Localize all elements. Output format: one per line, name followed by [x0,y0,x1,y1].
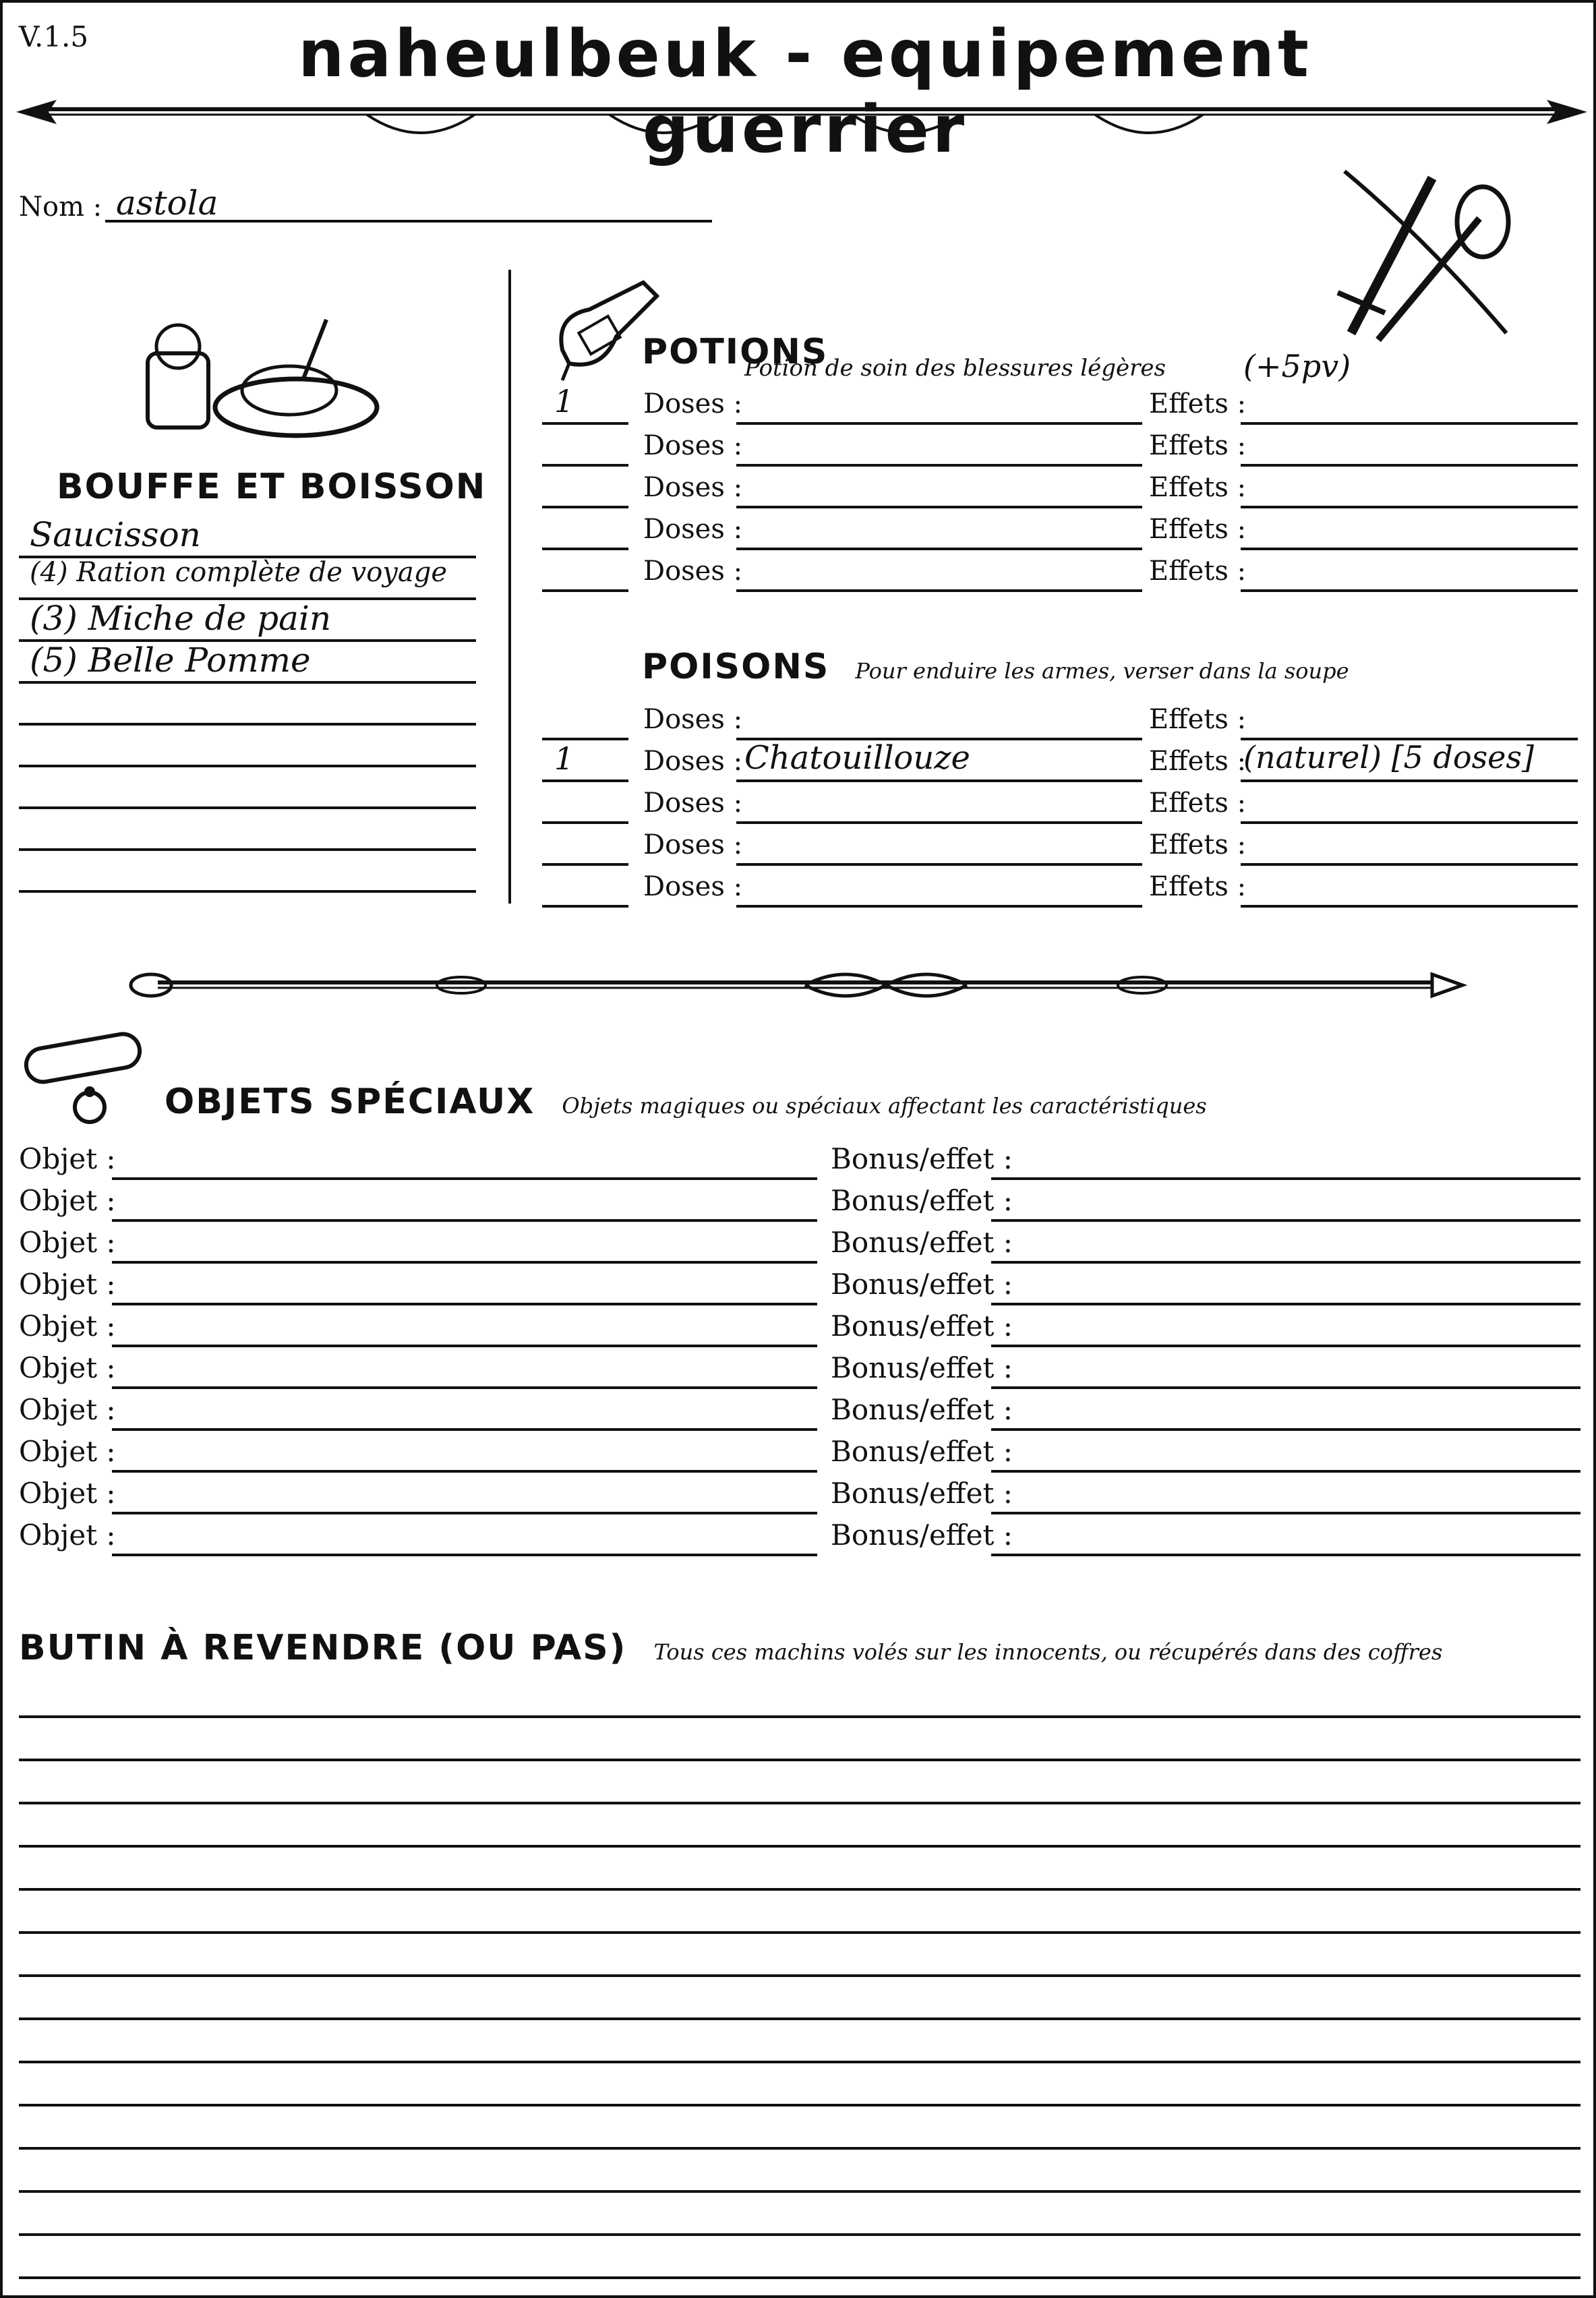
objet-field-line[interactable] [112,1345,817,1347]
doses-field-line [736,821,1142,824]
objet-label: Objet : [19,1351,116,1384]
page-title: naheulbeuk - equipement guerrier [298,16,1312,167]
loot-line[interactable] [19,1931,1580,1934]
qty-line [542,863,628,866]
loot-heading [19,1628,1442,1668]
loot-heading-text: BUTIN À REVENDRE (OU PAS) [19,1628,627,1668]
bonus-field-line[interactable] [991,1512,1580,1514]
food-item-line [19,681,476,684]
qty-value[interactable]: 1 [554,383,574,419]
loot-line[interactable] [19,1974,1580,1977]
doses-field-line [736,779,1142,782]
objet-label: Objet : [19,1393,116,1426]
objet-label: Objet : [19,1184,116,1217]
bonus-label: Bonus/effet : [831,1268,1013,1301]
qty-line [542,548,628,550]
food-item-line [19,723,476,726]
loot-line[interactable] [19,1888,1580,1891]
qty-line [542,464,628,467]
objet-label: Objet : [19,1435,116,1468]
qty-line [542,589,628,592]
effets-label: Effets : [1149,388,1247,419]
loot-subtitle: Tous ces machins volés sur les innocents, ou récupérés dans des coffres [653,1639,1443,1665]
food-item-text[interactable]: Saucisson [30,515,201,554]
bonus-label: Bonus/effet : [831,1142,1013,1175]
doses-field-line [736,506,1142,508]
loot-line[interactable] [19,1845,1580,1848]
food-item-text[interactable]: (5) Belle Pomme [30,641,311,680]
bonus-field-line[interactable] [991,1261,1580,1264]
objet-label: Objet : [19,1477,116,1510]
poisons-subtitle: Pour enduire les armes, verser dans la soupe [855,658,1349,684]
poisons-heading-text: POISONS [642,647,830,687]
doses-value[interactable]: Chatouillouze [744,739,970,777]
effets-field-line [1241,863,1578,866]
bonus-label: Bonus/effet : [831,1435,1013,1468]
name-label: Nom : [19,192,102,223]
doses-value[interactable]: Potion de soin des blessures légères [744,355,1166,382]
qty-line [542,506,628,508]
doses-label: Doses : [643,871,743,902]
column-divider [508,270,511,904]
doses-label: Doses : [643,472,743,503]
loot-line[interactable] [19,2061,1580,2063]
bonus-field-line[interactable] [991,1219,1580,1222]
objet-field-line[interactable] [112,1177,817,1180]
qty-line [542,821,628,824]
bonus-field-line[interactable] [991,1177,1580,1180]
effets-label: Effets : [1149,746,1247,777]
bonus-field-line[interactable] [991,1554,1580,1556]
doses-field-line [736,863,1142,866]
effets-label: Effets : [1149,829,1247,860]
effets-field-line [1241,506,1578,508]
loot-line[interactable] [19,2147,1580,2150]
bonus-label: Bonus/effet : [831,1351,1013,1384]
special-heading [165,1082,1207,1122]
poisons-heading [642,647,1349,687]
loot-line[interactable] [19,2190,1580,2193]
loot-line[interactable] [19,2104,1580,2106]
food-heading: BOUFFE ET BOISSON [57,467,487,507]
objet-field-line[interactable] [112,1303,817,1305]
objet-label: Objet : [19,1519,116,1552]
doses-label: Doses : [643,746,743,777]
food-item-line [19,848,476,851]
name-field-line [105,220,712,223]
bonus-label: Bonus/effet : [831,1393,1013,1426]
objet-field-line[interactable] [112,1470,817,1473]
effets-label: Effets : [1149,514,1247,545]
objet-label: Objet : [19,1268,116,1301]
bonus-label: Bonus/effet : [831,1519,1013,1552]
doses-label: Doses : [643,430,743,461]
objet-field-line[interactable] [112,1554,817,1556]
special-subtitle: Objets magiques ou spéciaux affectant les caractéristiques [562,1093,1207,1119]
qty-line [542,905,628,908]
doses-field-line [736,422,1142,425]
crossed-weapons-icon [1324,158,1527,347]
objet-label: Objet : [19,1142,116,1175]
effets-value[interactable]: (naturel) [5 doses] [1243,739,1534,775]
effets-field-line [1241,422,1578,425]
food-item-line [19,806,476,809]
bonus-field-line[interactable] [991,1470,1580,1473]
doses-label: Doses : [643,556,743,587]
bonus-field-line[interactable] [991,1386,1580,1389]
objet-label: Objet : [19,1309,116,1343]
effets-label: Effets : [1149,871,1247,902]
effets-label: Effets : [1149,430,1247,461]
effets-field-line [1241,905,1578,908]
objet-field-line[interactable] [112,1261,817,1264]
special-heading-text: OBJETS SPÉCIAUX [165,1082,535,1122]
doses-label: Doses : [643,788,743,819]
doses-label: Doses : [643,388,743,419]
loot-line[interactable] [19,2233,1580,2236]
objet-field-line[interactable] [112,1219,817,1222]
name-value[interactable]: astola [116,183,218,223]
effets-label: Effets : [1149,788,1247,819]
effets-field-line [1241,589,1578,592]
effets-field-line [1241,821,1578,824]
qty-line [542,422,628,425]
objet-field-line[interactable] [112,1512,817,1514]
objet-field-line[interactable] [112,1428,817,1431]
qty-line [542,779,628,782]
loot-line[interactable] [19,1715,1580,1718]
effets-label: Effets : [1149,704,1247,735]
effets-field-line [1241,464,1578,467]
food-item-line [19,890,476,893]
food-plate-icon [141,306,384,441]
bonus-field-line[interactable] [991,1345,1580,1347]
spear-divider-icon [16,90,1587,144]
food-item-text[interactable]: (4) Ration complète de voyage [30,557,448,588]
loot-line[interactable] [19,1759,1580,1761]
doses-label: Doses : [643,704,743,735]
effets-value[interactable]: (+5pv) [1243,348,1351,384]
doses-field-line [736,464,1142,467]
effets-label: Effets : [1149,556,1247,587]
scroll-ring-icon [19,1028,154,1129]
staff-divider-icon [131,964,1466,1004]
effets-field-line [1241,548,1578,550]
doses-field-line [736,905,1142,908]
bonus-label: Bonus/effet : [831,1477,1013,1510]
loot-line[interactable] [19,1802,1580,1804]
version-label: V.1.5 [19,20,89,53]
loot-line[interactable] [19,2017,1580,2020]
effets-label: Effets : [1149,472,1247,503]
effets-field-line [1241,779,1578,782]
bonus-label: Bonus/effet : [831,1184,1013,1217]
food-item-line [19,765,476,767]
objet-label: Objet : [19,1226,116,1259]
qty-value[interactable]: 1 [554,740,574,777]
loot-line[interactable] [19,2276,1580,2279]
bonus-field-line[interactable] [991,1303,1580,1305]
objet-field-line[interactable] [112,1386,817,1389]
doses-label: Doses : [643,514,743,545]
food-item-text[interactable]: (3) Miche de pain [30,599,332,638]
bonus-label: Bonus/effet : [831,1226,1013,1259]
bonus-label: Bonus/effet : [831,1309,1013,1343]
doses-field-line [736,548,1142,550]
bonus-field-line[interactable] [991,1428,1580,1431]
potions-heading: POTIONS [642,332,829,372]
doses-label: Doses : [643,829,743,860]
doses-field-line [736,589,1142,592]
